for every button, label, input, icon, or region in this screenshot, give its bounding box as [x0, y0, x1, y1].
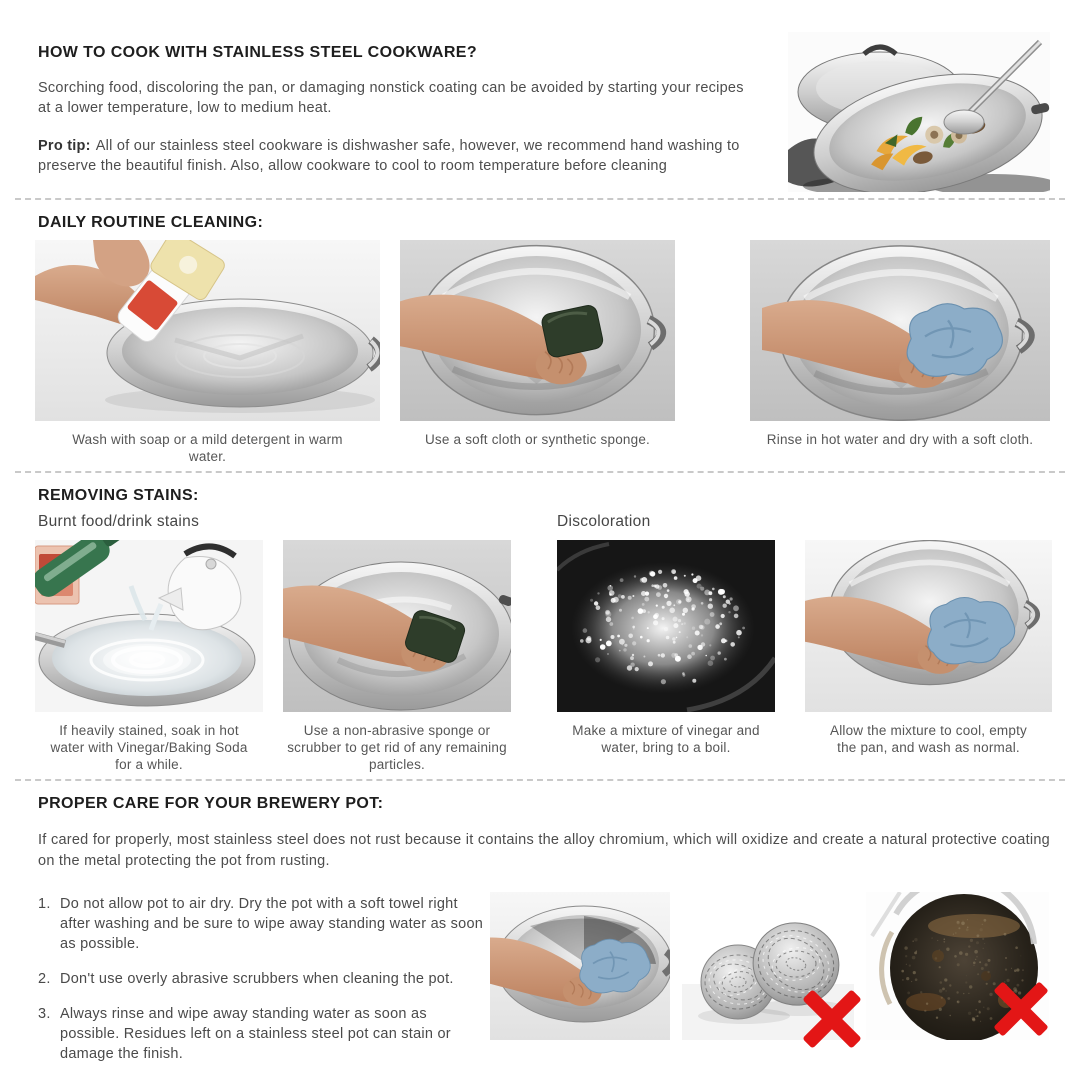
- photo-dry-with-towel: [490, 892, 670, 1045]
- caption: If heavily stained, soak in hot water with Vinegar/Baking Soda for a while.: [50, 723, 248, 772]
- section-daily-cleaning: [0, 200, 1080, 471]
- list-item: [38, 1004, 490, 1064]
- list-number: 2.: [38, 971, 51, 987]
- list-text: Do not allow pot to air dry. Dry the pot with a soft towel right after washing and be sure to wipe away standing water as soon as possible.: [60, 896, 484, 952]
- list-text: Always rinse and wipe away standing water as soon as possible. Residues left on a stainless steel pot can stain or damage the finish.: [60, 1006, 451, 1062]
- pro-tip-paragraph: [38, 136, 752, 176]
- discoloration-label: Discoloration: [557, 513, 651, 530]
- pro-tip-text: All of our stainless steel cookware is dishwasher safe, however, we recommend hand washing to preserve the beautiful finish. Also, allow cookware to cool to room temperature before cleaning: [38, 138, 740, 174]
- caption: Wash with soap or a mild detergent in warm water.: [72, 432, 343, 464]
- photo-sponge-scrub: [400, 240, 675, 421]
- photo-boiling-mixture: [557, 540, 775, 712]
- stain-steps-row: [35, 540, 1052, 773]
- photo-cool-and-wash: [805, 540, 1052, 712]
- list-item: [38, 969, 490, 989]
- figure-scrub: [283, 540, 511, 773]
- figure-soft-cloth: [400, 240, 675, 448]
- pro-tip-label: Pro tip:: [38, 138, 91, 154]
- figure-cool-wash: [805, 540, 1052, 756]
- section-heading: REMOVING STAINS:: [38, 487, 199, 504]
- photo-burnt-pan-banned: [866, 892, 1049, 1045]
- photo-wok-stir-fry: [788, 32, 1050, 192]
- care-list: [38, 892, 490, 1079]
- caption: Rinse in hot water and dry with a soft cloth.: [766, 432, 1034, 447]
- photo-steel-wool-banned: [682, 892, 854, 1045]
- figure-wash-soap: [35, 240, 380, 465]
- burnt-stains-label: Burnt food/drink stains: [38, 513, 200, 530]
- daily-steps-row: [35, 240, 1052, 465]
- section-removing-stains: [0, 473, 1080, 779]
- list-item: [38, 894, 490, 954]
- caption: Allow the mixture to cool, empty the pan, and wash as normal.: [830, 723, 1027, 755]
- photo-rinse-dry: [750, 240, 1050, 421]
- section-heading: HOW TO COOK WITH STAINLESS STEEL COOKWARE?: [38, 44, 478, 61]
- red-x-icon: [993, 981, 1049, 1037]
- section-proper-care: [0, 781, 1080, 1079]
- red-x-icon: [802, 989, 862, 1049]
- stain-subheads: [35, 513, 1052, 540]
- figure-rinse-dry: [750, 240, 1050, 448]
- photo-nonabrasive-sponge: [283, 540, 511, 712]
- list-text: Don't use overly abrasive scrubbers when cleaning the pot.: [60, 971, 454, 987]
- figure-boil: [555, 540, 777, 756]
- section-heading: PROPER CARE FOR YOUR BREWERY POT:: [38, 795, 384, 812]
- caption: Use a non-abrasive sponge or scrubber to get rid of any remaining particles.: [287, 723, 507, 772]
- intro-paragraph: Scorching food, discoloring the pan, or damaging nonstick coating can be avoided by starting your recipes at a lower temperature, low to medium heat.: [38, 80, 744, 116]
- photo-wash-with-soap: [35, 240, 380, 421]
- section-how-to-cook: [0, 0, 1080, 198]
- list-number: 3.: [38, 1006, 51, 1022]
- care-intro-paragraph: If cared for properly, most stainless steel does not rust because it contains the alloy chromium, which will oxidize and create a natural protective coating on the metal protecting the pot from rusting.: [38, 832, 1050, 869]
- caption: Make a mixture of vinegar and water, bring to a boil.: [572, 723, 760, 755]
- care-photos-row: [490, 892, 1049, 1045]
- list-number: 1.: [38, 896, 51, 912]
- caption: Use a soft cloth or synthetic sponge.: [424, 432, 650, 447]
- photo-soak-vinegar: [35, 540, 263, 712]
- figure-soak: [35, 540, 263, 773]
- section-heading: DAILY ROUTINE CLEANING:: [38, 214, 264, 231]
